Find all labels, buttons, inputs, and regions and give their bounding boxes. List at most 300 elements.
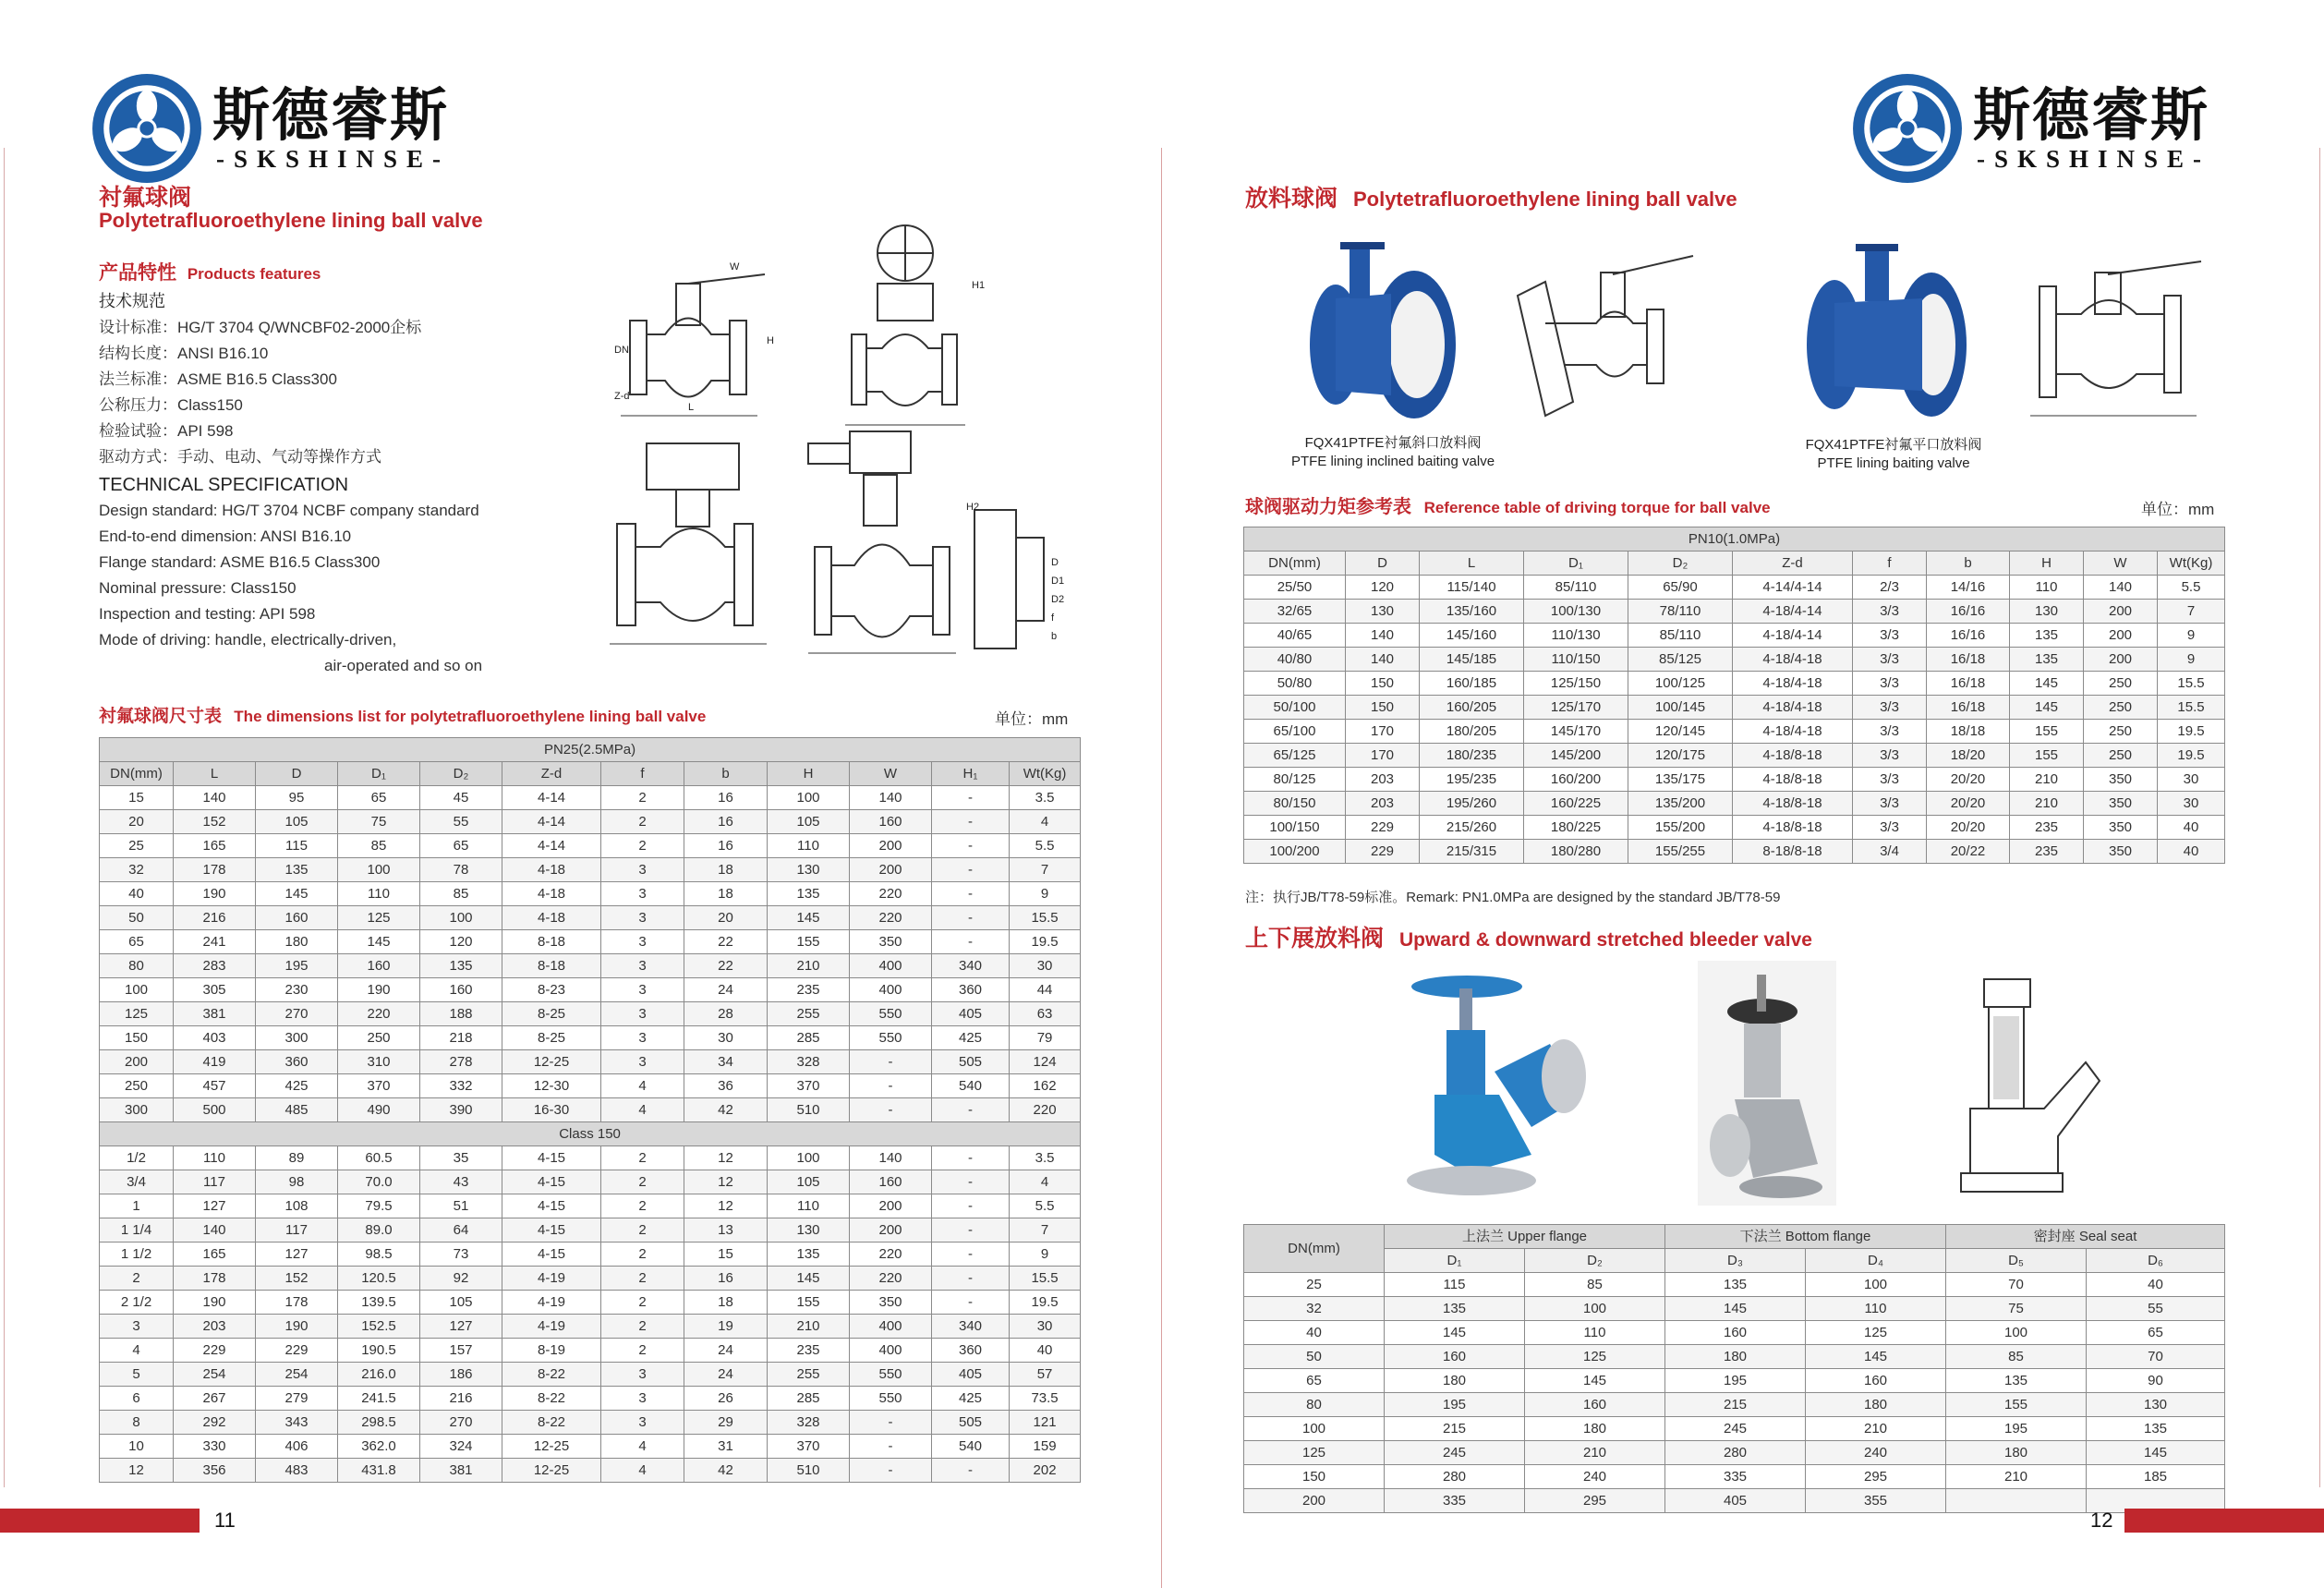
table-cell: 360 (932, 1339, 1010, 1363)
table-cell: 100 (420, 906, 502, 930)
table-cell: 250 (2084, 672, 2158, 696)
table-row (100, 882, 1081, 906)
table-cell: 4-19 (502, 1315, 601, 1339)
table-cell: 381 (174, 1002, 256, 1026)
table-cell: 18 (684, 1291, 768, 1315)
table-cell: 485 (256, 1098, 338, 1122)
table-cell: 220 (1010, 1098, 1081, 1122)
table-cell: 235 (2010, 816, 2084, 840)
table-cell: 203 (174, 1315, 256, 1339)
table-cell: - (932, 1170, 1010, 1194)
table-cell: 298.5 (338, 1411, 420, 1435)
table-cell: 152.5 (338, 1315, 420, 1339)
table-cell: 1 1/2 (100, 1243, 174, 1267)
table-cell: 200 (2084, 600, 2158, 624)
inclined-valve-caption (1273, 434, 1513, 471)
table-row (100, 1339, 1081, 1363)
inclined-baiting-valve-photo (1299, 229, 1456, 430)
table-row (1244, 1297, 2225, 1321)
table-cell: 4-18/4-18 (1733, 696, 1853, 720)
table-cell: 160 (1806, 1369, 1946, 1393)
table-cell: 70 (2087, 1345, 2225, 1369)
drawing-label-d: D (1051, 557, 1059, 568)
table-cell: 55 (420, 810, 502, 834)
table-cell: 220 (850, 1267, 932, 1291)
table-cell: 145/170 (1524, 720, 1628, 744)
table-cell: Z-d (1733, 552, 1853, 576)
table-cell: - (932, 1098, 1010, 1122)
table-row (1244, 1273, 2225, 1297)
table-cell: 16/18 (1927, 648, 2010, 672)
table-cell: 210 (768, 954, 850, 978)
table-cell: 127 (174, 1194, 256, 1218)
table-cell: 18/18 (1927, 720, 2010, 744)
table-cell: - (932, 786, 1010, 810)
drawing-label-d1: D1 (1051, 576, 1065, 587)
table-cell: 540 (932, 1435, 1010, 1459)
table-cell: 29 (684, 1411, 768, 1435)
table-cell: 160 (1665, 1321, 1806, 1345)
table-cell: 110 (338, 882, 420, 906)
table-cell: 7 (1010, 1218, 1081, 1243)
table-cell: 180 (256, 930, 338, 954)
table-cell: b (684, 762, 768, 786)
table-cell: 160 (850, 1170, 932, 1194)
table-cell: 190 (174, 882, 256, 906)
spec-en-line: Inspection and testing: API 598 (99, 605, 316, 623)
table-row (100, 858, 1081, 882)
table-cell: 100 (1244, 1417, 1385, 1441)
brand-logo (91, 72, 450, 185)
table-cell: 16 (684, 810, 768, 834)
table-cell: 12-30 (502, 1074, 601, 1098)
table-cell: 127 (420, 1315, 502, 1339)
table-cell: 25 (100, 834, 174, 858)
table-cell: 355 (1806, 1489, 1946, 1513)
table-cell: 216 (174, 906, 256, 930)
table-cell: 13 (684, 1218, 768, 1243)
table-cell: 26 (684, 1387, 768, 1411)
table-cell: 85 (1525, 1273, 1665, 1297)
table-cell: 215/315 (1420, 840, 1524, 864)
table-row (1244, 600, 2225, 624)
table-cell: 3/3 (1853, 744, 1927, 768)
table-cell: 70 (1946, 1273, 2087, 1297)
table-cell: 145 (1385, 1321, 1525, 1345)
table-cell: 110/150 (1524, 648, 1628, 672)
table-cell: 350 (850, 1291, 932, 1315)
table-cell: 241 (174, 930, 256, 954)
table-cell: 4 (601, 1459, 684, 1483)
table-cell: 135 (768, 882, 850, 906)
table-cell: - (850, 1435, 932, 1459)
table-cell: 110/130 (1524, 624, 1628, 648)
table-cell: 85/125 (1628, 648, 1733, 672)
table-cell: 8-22 (502, 1363, 601, 1387)
table-cell: 80/150 (1244, 792, 1346, 816)
table-cell: 3.5 (1010, 1146, 1081, 1170)
drawing-label-h1: H1 (972, 280, 986, 291)
table-cell: 16/18 (1927, 672, 2010, 696)
table-cell: 490 (338, 1098, 420, 1122)
table-cell: b (1927, 552, 2010, 576)
drawing-label-w: W (730, 261, 740, 273)
table-cell: 3/3 (1853, 648, 1927, 672)
table-cell: - (932, 858, 1010, 882)
table-cell: 218 (420, 1026, 502, 1050)
table-cell: 180 (1525, 1417, 1665, 1441)
table-cell: DN(mm) (1244, 552, 1346, 576)
table-cell: 7 (1010, 858, 1081, 882)
table-cell: 3 (601, 954, 684, 978)
table-cell: 210 (2010, 768, 2084, 792)
table-cell: D₁ (1524, 552, 1628, 576)
bleeder-heading-cn: 上下展放料阀 (1245, 925, 1385, 952)
table-cell: 145 (1525, 1369, 1665, 1393)
table-cell: 8-25 (502, 1002, 601, 1026)
table-cell: 310 (338, 1050, 420, 1074)
table-row (1244, 720, 2225, 744)
table-cell: 3 (601, 1026, 684, 1050)
table-cell: 110 (174, 1146, 256, 1170)
table-cell: 210 (1946, 1465, 2087, 1489)
table-cell: 220 (338, 1002, 420, 1026)
table-cell: 140 (1346, 624, 1420, 648)
table-row (100, 1267, 1081, 1291)
table-row (1244, 696, 2225, 720)
table-cell: 245 (1385, 1441, 1525, 1465)
table-cell: 190 (338, 978, 420, 1002)
table-cell: - (932, 1243, 1010, 1267)
table-cell: 195 (1665, 1369, 1806, 1393)
table-cell: 343 (256, 1411, 338, 1435)
table-row (1244, 1225, 2225, 1249)
table-row (100, 1002, 1081, 1026)
table-cell: 2 (601, 810, 684, 834)
table-cell: 1 (100, 1194, 174, 1218)
table-cell: 4 (601, 1074, 684, 1098)
table-cell: 195 (1385, 1393, 1525, 1417)
table-cell: 40/65 (1244, 624, 1346, 648)
table-cell: D₁ (1385, 1249, 1525, 1273)
table-cell: 3/3 (1853, 696, 1927, 720)
table-cell: 12 (100, 1459, 174, 1483)
dimensions-heading (99, 702, 706, 727)
table-cell: 75 (338, 810, 420, 834)
table-cell: 上法兰 Upper flange (1385, 1225, 1665, 1249)
page-number: 11 (214, 1509, 236, 1532)
table-row (1244, 1441, 2225, 1465)
table-cell: 350 (2084, 816, 2158, 840)
table-cell: 216 (420, 1387, 502, 1411)
table-cell: 405 (1665, 1489, 1806, 1513)
table-cell: 19 (684, 1315, 768, 1339)
table-cell: 65/125 (1244, 744, 1346, 768)
table-cell: 350 (850, 930, 932, 954)
table-cell: 2 (601, 1146, 684, 1170)
table-cell: 270 (256, 1002, 338, 1026)
caption-en: PTFE lining baiting valve (1817, 455, 1970, 471)
table-cell: DN(mm) (100, 762, 174, 786)
table-cell: 215 (1385, 1417, 1525, 1441)
table-cell: 43 (420, 1170, 502, 1194)
table-cell: - (932, 834, 1010, 858)
table-cell: 18 (684, 858, 768, 882)
table-cell: - (932, 1291, 1010, 1315)
table-cell: 4-18/4-14 (1733, 624, 1853, 648)
table-cell: 300 (256, 1026, 338, 1050)
table-cell: 140 (850, 1146, 932, 1170)
table-cell: 2 (100, 1267, 174, 1291)
unit-label: 单位：mm (2141, 501, 2215, 518)
table-cell: 200 (850, 858, 932, 882)
table-cell: 100/125 (1628, 672, 1733, 696)
table-cell: 140 (850, 786, 932, 810)
table-cell: 19.5 (2158, 744, 2225, 768)
table-cell: 16 (684, 834, 768, 858)
table-cell: - (932, 1218, 1010, 1243)
table-cell: 32 (1244, 1297, 1385, 1321)
table-cell: 35 (420, 1146, 502, 1170)
table-cell: 8 (100, 1411, 174, 1435)
table-cell: 160 (256, 906, 338, 930)
table-cell: 4 (1010, 810, 1081, 834)
table-cell: 240 (1525, 1465, 1665, 1489)
table-cell: 2 (601, 1339, 684, 1363)
table-cell: 4-14 (502, 786, 601, 810)
table-cell: 155 (2010, 720, 2084, 744)
table-cell: H (768, 762, 850, 786)
table-cell: 3 (601, 978, 684, 1002)
table-cell: 24 (684, 1339, 768, 1363)
table-cell: 2 1/2 (100, 1291, 174, 1315)
table-cell: 340 (932, 954, 1010, 978)
table-cell: 150 (100, 1026, 174, 1050)
table-cell: 6 (100, 1387, 174, 1411)
table-cell: 195/235 (1420, 768, 1524, 792)
table-cell: 178 (256, 1291, 338, 1315)
table-cell: 210 (1806, 1417, 1946, 1441)
table-cell: 390 (420, 1098, 502, 1122)
table-cell: 332 (420, 1074, 502, 1098)
table-cell: H (2010, 552, 2084, 576)
table-cell: 3 (601, 1387, 684, 1411)
spec-en-line: Mode of driving: handle, electrically-driven, (99, 631, 397, 649)
table-cell: 15.5 (1010, 1267, 1081, 1291)
propeller-logo-icon (1851, 72, 1964, 185)
table-row (100, 1243, 1081, 1267)
table-cell: 50/100 (1244, 696, 1346, 720)
footer-bar (2124, 1509, 2324, 1533)
drawing-label-h2: H2 (966, 502, 980, 513)
spec-cn-heading: 技术规范 (99, 292, 165, 311)
table-cell: 4-18/8-18 (1733, 792, 1853, 816)
features-heading-cn: 产品特性 (99, 261, 176, 284)
table-cell: 40 (2087, 1273, 2225, 1297)
bleeder-valve-section-drawing (1956, 961, 2104, 1206)
ball-valve-technical-drawings (610, 205, 1090, 676)
brand-name-en: -SKSHINSE- (216, 145, 451, 173)
table-cell: 3 (100, 1315, 174, 1339)
table-cell: 25 (1244, 1273, 1385, 1297)
table-cell: 370 (338, 1074, 420, 1098)
table-cell: 15.5 (2158, 672, 2225, 696)
table-cell: 30 (1010, 1315, 1081, 1339)
table-cell: 4 (1010, 1170, 1081, 1194)
table-cell: 40 (2158, 840, 2225, 864)
table-cell: 335 (1385, 1489, 1525, 1513)
table-cell: 73.5 (1010, 1387, 1081, 1411)
section-title (1245, 180, 1737, 213)
table-cell: 140 (174, 786, 256, 810)
table-cell: DN(mm) (1244, 1225, 1385, 1273)
bleeder-dimensions-table (1243, 1224, 2225, 1513)
table-row (100, 1291, 1081, 1315)
table-cell: 180 (1385, 1369, 1525, 1393)
table-cell: 510 (768, 1459, 850, 1483)
table-cell: 300 (100, 1098, 174, 1122)
table-cell: 16/16 (1927, 624, 2010, 648)
table-cell: L (1420, 552, 1524, 576)
table-cell: 125/150 (1524, 672, 1628, 696)
spec-cn-line: 驱动方式：手动、电动、气动等操作方式 (99, 448, 381, 466)
table-cell: 18/20 (1927, 744, 2010, 768)
table-cell: 18 (684, 882, 768, 906)
table-cell: 120/175 (1628, 744, 1733, 768)
table-cell: 32 (100, 858, 174, 882)
bleeder-heading (1245, 920, 1812, 953)
table-cell: Wt(Kg) (1010, 762, 1081, 786)
table-cell: 381 (420, 1459, 502, 1483)
table-cell: 305 (174, 978, 256, 1002)
table-cell: - (932, 906, 1010, 930)
table-row (100, 1218, 1081, 1243)
table-cell: 145 (2010, 696, 2084, 720)
table-cell: 3 (601, 906, 684, 930)
table-cell: 400 (850, 954, 932, 978)
table-cell: 505 (932, 1411, 1010, 1435)
table-cell: 2 (601, 1243, 684, 1267)
table-cell: 24 (684, 1363, 768, 1387)
spec-en-heading: TECHNICAL SPECIFICATION (99, 475, 349, 495)
table-cell: 2 (601, 786, 684, 810)
table-cell: 9 (1010, 882, 1081, 906)
table-cell: 117 (174, 1170, 256, 1194)
table-cell: 5.5 (1010, 834, 1081, 858)
caption-cn: FQX41PTFE衬氟斜口放料阀 (1304, 435, 1482, 451)
table-cell: 55 (2087, 1297, 2225, 1321)
table-cell: 186 (420, 1363, 502, 1387)
table-cell: 100 (338, 858, 420, 882)
table-cell: 8-22 (502, 1387, 601, 1411)
table-cell: 215/260 (1420, 816, 1524, 840)
table-cell: 180 (1665, 1345, 1806, 1369)
table-cell: 89.0 (338, 1218, 420, 1243)
table-cell: 229 (174, 1339, 256, 1363)
table-cell: 4 (601, 1435, 684, 1459)
table-cell: 120.5 (338, 1267, 420, 1291)
table-cell: 30 (2158, 792, 2225, 816)
table-cell: 9 (2158, 624, 2225, 648)
spec-en-line: Flange standard: ASME B16.5 Class300 (99, 553, 381, 571)
table-cell: 125 (1525, 1345, 1665, 1369)
table-cell: 280 (1665, 1441, 1806, 1465)
table-cell: 135/175 (1628, 768, 1733, 792)
table-cell: D₅ (1946, 1249, 2087, 1273)
table-cell: 250 (2084, 744, 2158, 768)
table-cell: 350 (2084, 768, 2158, 792)
table-cell: D₁ (338, 762, 420, 786)
table-cell: 95 (256, 786, 338, 810)
table-cell: 36 (684, 1074, 768, 1098)
table-cell: 210 (2010, 792, 2084, 816)
table-row (100, 762, 1081, 786)
table-cell: 145/200 (1524, 744, 1628, 768)
table-cell: - (932, 1194, 1010, 1218)
table-row (100, 1122, 1081, 1146)
table-cell: 124 (1010, 1050, 1081, 1074)
table-cell: 100 (768, 786, 850, 810)
table-cell: 110 (768, 834, 850, 858)
table-row (1244, 840, 2225, 864)
table-cell: 100 (1806, 1273, 1946, 1297)
table-cell: 255 (768, 1363, 850, 1387)
table-cell: 250 (2084, 696, 2158, 720)
table-cell: 4-18 (502, 882, 601, 906)
table-cell: 185 (2087, 1465, 2225, 1489)
brand-name-cn: 斯德睿斯 (212, 81, 450, 149)
table-cell: 135 (2087, 1417, 2225, 1441)
table-row (100, 906, 1081, 930)
spec-cn-line: 设计标准：HG/T 3704 Q/WNCBF02-2000企标 (99, 319, 422, 336)
table-cell: 240 (1806, 1441, 1946, 1465)
table-cell: 203 (1346, 768, 1420, 792)
table-cell: 30 (2158, 768, 2225, 792)
table-cell: 145 (1806, 1345, 1946, 1369)
table-cell: 405 (932, 1363, 1010, 1387)
table-cell: 3/3 (1853, 792, 1927, 816)
table-cell: 2 (601, 1218, 684, 1243)
table-cell: 3/3 (1853, 600, 1927, 624)
table-cell: 1/2 (100, 1146, 174, 1170)
table-cell: PN25(2.5MPa) (100, 738, 1081, 762)
table-cell: 431.8 (338, 1459, 420, 1483)
table-cell: - (850, 1050, 932, 1074)
table-cell: 254 (256, 1363, 338, 1387)
table-cell: 145 (338, 930, 420, 954)
table-cell: 180/205 (1420, 720, 1524, 744)
table-cell: Wt(Kg) (2158, 552, 2225, 576)
table-cell: 285 (768, 1026, 850, 1050)
table-cell: 505 (932, 1050, 1010, 1074)
table-cell: 98 (256, 1170, 338, 1194)
table-cell: 160 (338, 954, 420, 978)
table-cell: 150 (1244, 1465, 1385, 1489)
table-row (100, 1363, 1081, 1387)
table-cell: 8-18 (502, 930, 601, 954)
table-cell: 210 (1525, 1441, 1665, 1465)
table-cell: 362.0 (338, 1435, 420, 1459)
table-row (1244, 1345, 2225, 1369)
table-cell: 105 (768, 810, 850, 834)
table-cell: f (601, 762, 684, 786)
table-cell: 125 (1244, 1441, 1385, 1465)
table-cell: 73 (420, 1243, 502, 1267)
table-cell: - (850, 1074, 932, 1098)
table-cell: 350 (2084, 792, 2158, 816)
table-cell: 2 (601, 834, 684, 858)
table-cell: D (256, 762, 338, 786)
